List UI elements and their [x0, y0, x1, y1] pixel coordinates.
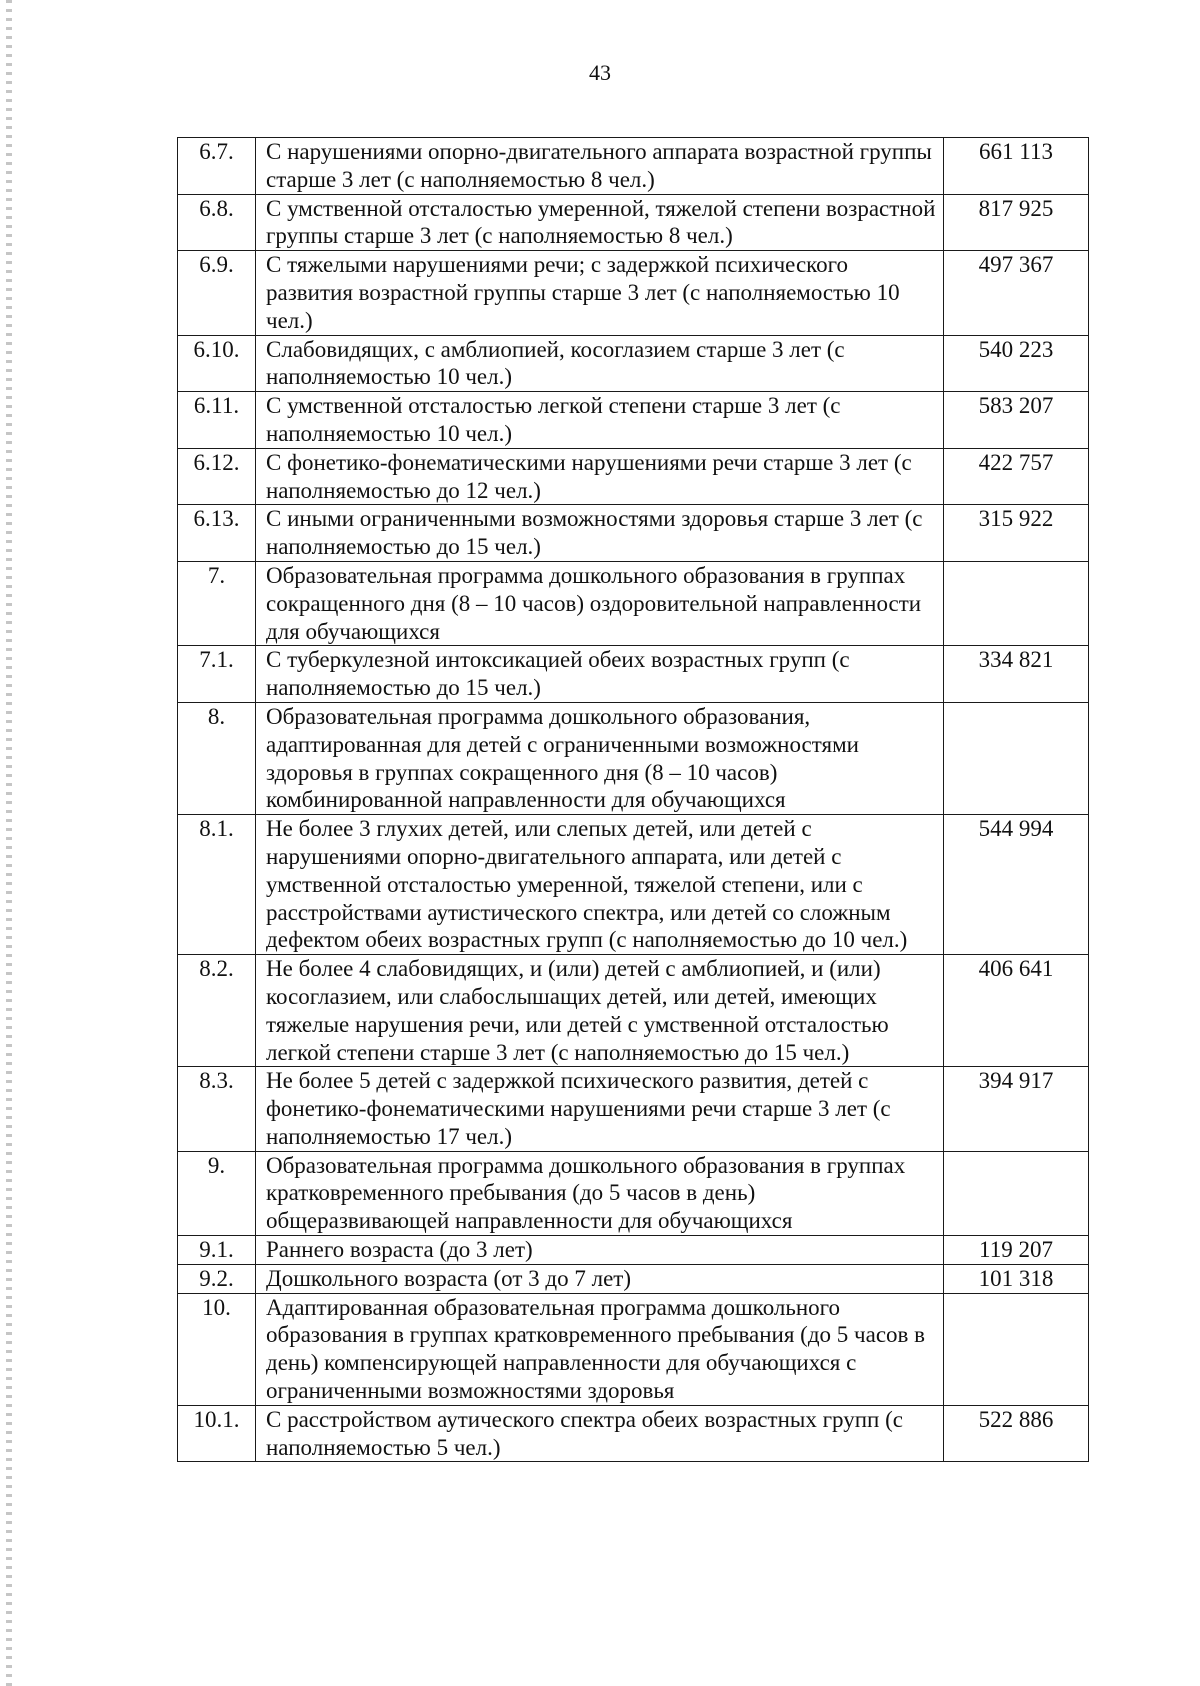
row-description-cell: Образовательная программа дошкольного образования, адаптированная для детей с ограниченными возможностями здоровья в группах сокращенного дня (8 – 10 часов) комбинированной направленности для обучающихся — [256, 702, 944, 814]
table-row — [178, 505, 1089, 562]
row-number-cell: 6.11. — [178, 392, 256, 449]
row-value-cell — [944, 561, 1089, 645]
table-row — [178, 815, 1089, 955]
row-description-cell: С туберкулезной интоксикацией обеих возрастных групп (с наполняемостью до 15 чел.) — [256, 646, 944, 703]
row-value-cell: 661 113 — [944, 138, 1089, 195]
row-description-cell: Слабовидящих, с амблиопией, косоглазием старше 3 лет (с наполняемостью 10 чел.) — [256, 335, 944, 392]
row-number-cell: 6.9. — [178, 251, 256, 335]
table-row — [178, 1264, 1089, 1293]
row-description-cell: Не более 3 глухих детей, или слепых детей, или детей с нарушениями опорно-двигательного аппарата, или детей с умственной отсталостью умеренной, тяжелой степени, или с расстройствами аутистического спектра, или детей со сложным дефектом обеих возрастных групп (с наполняемостью до 10 чел.) — [256, 815, 944, 955]
row-value-cell — [944, 702, 1089, 814]
row-description-cell: С иными ограниченными возможностями здоровья старше 3 лет (с наполняемостью до 15 чел.) — [256, 505, 944, 562]
table-row — [178, 251, 1089, 335]
scan-edge-mark — [6, 0, 12, 1686]
table-row — [178, 1067, 1089, 1151]
row-number-cell: 9.2. — [178, 1264, 256, 1293]
table-row — [178, 335, 1089, 392]
row-description-cell: С нарушениями опорно-двигательного аппарата возрастной группы старше 3 лет (с наполняемостью 8 чел.) — [256, 138, 944, 195]
row-number-cell: 6.7. — [178, 138, 256, 195]
row-number-cell: 9.1. — [178, 1236, 256, 1265]
row-value-cell: 522 886 — [944, 1405, 1089, 1462]
row-number-cell: 6.8. — [178, 194, 256, 251]
row-value-cell: 583 207 — [944, 392, 1089, 449]
row-number-cell: 9. — [178, 1151, 256, 1235]
table-row — [178, 1293, 1089, 1405]
row-value-cell: 101 318 — [944, 1264, 1089, 1293]
table-row — [178, 138, 1089, 195]
row-number-cell: 8. — [178, 702, 256, 814]
row-description-cell: С фонетико-фонематическими нарушениями речи старше 3 лет (с наполняемостью до 12 чел.) — [256, 448, 944, 505]
row-description-cell: С умственной отсталостью умеренной, тяжелой степени возрастной группы старше 3 лет (с наполняемостью 8 чел.) — [256, 194, 944, 251]
table-row — [178, 448, 1089, 505]
row-number-cell: 6.12. — [178, 448, 256, 505]
page-number: 43 — [589, 60, 611, 85]
table-row — [178, 194, 1089, 251]
row-description-cell: С умственной отсталостью легкой степени старше 3 лет (с наполняемостью 10 чел.) — [256, 392, 944, 449]
row-value-cell: 394 917 — [944, 1067, 1089, 1151]
table-row — [178, 955, 1089, 1067]
row-number-cell: 8.3. — [178, 1067, 256, 1151]
row-description-cell: С тяжелыми нарушениями речи; с задержкой психического развития возрастной группы старше 3 лет (с наполняемостью 10 чел.) — [256, 251, 944, 335]
table-row — [178, 1405, 1089, 1462]
row-value-cell: 406 641 — [944, 955, 1089, 1067]
table-row — [178, 646, 1089, 703]
table-row — [178, 1236, 1089, 1265]
row-number-cell: 8.1. — [178, 815, 256, 955]
row-value-cell: 817 925 — [944, 194, 1089, 251]
row-value-cell: 119 207 — [944, 1236, 1089, 1265]
row-value-cell — [944, 1151, 1089, 1235]
row-number-cell: 6.10. — [178, 335, 256, 392]
row-number-cell: 8.2. — [178, 955, 256, 1067]
row-value-cell: 315 922 — [944, 505, 1089, 562]
row-number-cell: 10.1. — [178, 1405, 256, 1462]
row-description-cell: Дошкольного возраста (от 3 до 7 лет) — [256, 1264, 944, 1293]
row-description-cell: С расстройством аутического спектра обеих возрастных групп (с наполняемостью 5 чел.) — [256, 1405, 944, 1462]
row-description-cell: Образовательная программа дошкольного образования в группах сокращенного дня (8 – 10 часов) оздоровительной направленности для обучающихся — [256, 561, 944, 645]
row-value-cell: 497 367 — [944, 251, 1089, 335]
row-description-cell: Раннего возраста (до 3 лет) — [256, 1236, 944, 1265]
row-value-cell — [944, 1293, 1089, 1405]
row-description-cell: Образовательная программа дошкольного образования в группах кратковременного пребывания (до 5 часов в день) общеразвивающей направленности для обучающихся — [256, 1151, 944, 1235]
row-value-cell: 544 994 — [944, 815, 1089, 955]
table-body — [178, 138, 1089, 1462]
table-row — [178, 561, 1089, 645]
row-description-cell: Не более 4 слабовидящих, и (или) детей с амблиопией, и (или) косоглазием, или слабослышащих детей, или детей, имеющих тяжелые нарушения речи, или детей с умственной отсталостью легкой степени старше 3 лет (с наполняемостью до 15 чел.) — [256, 955, 944, 1067]
row-number-cell: 7.1. — [178, 646, 256, 703]
row-description-cell: Не более 5 детей с задержкой психического развития, детей с фонетико-фонематическими нарушениями речи старше 3 лет (с наполняемостью 17 чел.) — [256, 1067, 944, 1151]
row-value-cell: 540 223 — [944, 335, 1089, 392]
row-number-cell: 10. — [178, 1293, 256, 1405]
row-value-cell: 422 757 — [944, 448, 1089, 505]
table-row — [178, 702, 1089, 814]
row-value-cell: 334 821 — [944, 646, 1089, 703]
row-number-cell: 6.13. — [178, 505, 256, 562]
row-number-cell: 7. — [178, 561, 256, 645]
price-table — [177, 137, 1089, 1462]
row-description-cell: Адаптированная образовательная программа дошкольного образования в группах кратковременного пребывания (до 5 часов в день) компенсирующей направленности для обучающихся с ограниченными возможностями здоровья — [256, 1293, 944, 1405]
table-row — [178, 392, 1089, 449]
table-row — [178, 1151, 1089, 1235]
